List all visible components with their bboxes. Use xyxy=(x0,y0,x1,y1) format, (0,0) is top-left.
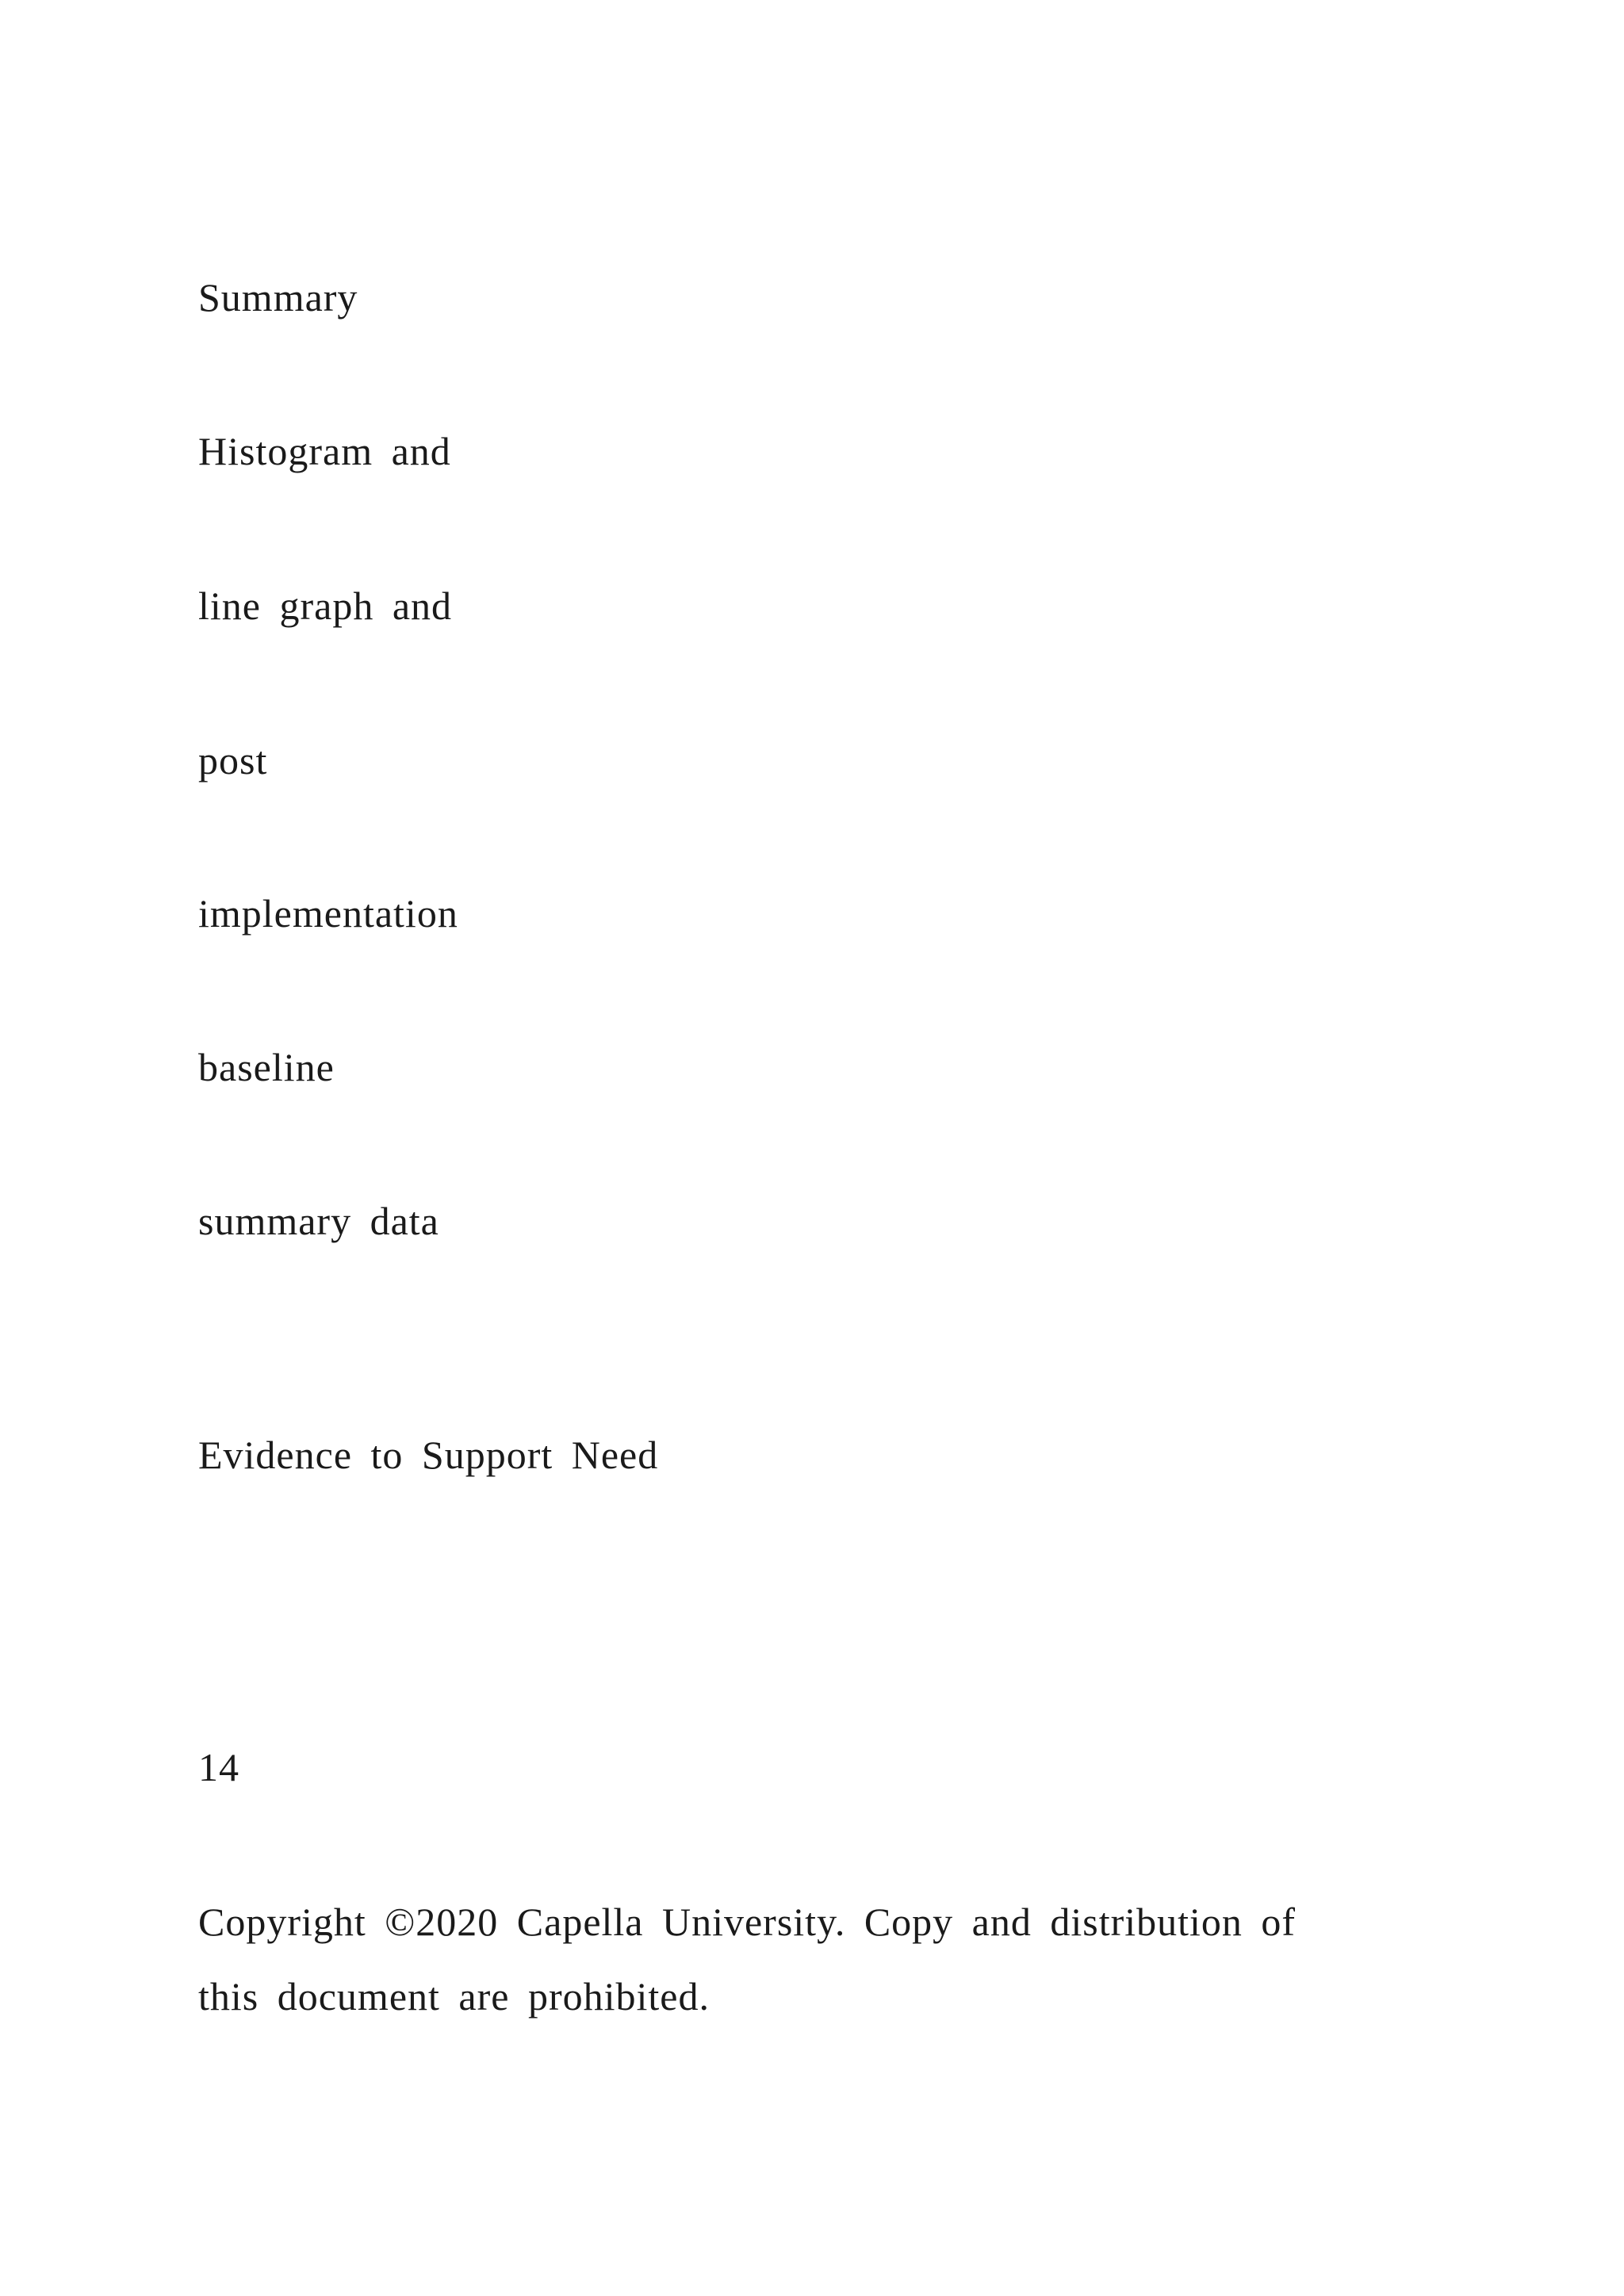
copyright-line-1: Copyright ©2020 Capella University. Copy and distribution of xyxy=(198,1900,1297,1944)
text-line-line-graph: line graph and xyxy=(198,584,453,628)
text-line-baseline: baseline xyxy=(198,1045,335,1089)
text-line-histogram: Histogram and xyxy=(198,429,451,473)
section-heading: Evidence to Support Need xyxy=(198,1433,659,1477)
copyright-line-2: this document are prohibited. xyxy=(198,1974,710,2019)
text-line-summary-data: summary data xyxy=(198,1199,439,1243)
text-line-post: post xyxy=(198,738,268,783)
text-line-summary: Summary xyxy=(198,275,358,320)
page-number: 14 xyxy=(198,1745,239,1789)
text-line-implementation: implementation xyxy=(198,891,458,936)
